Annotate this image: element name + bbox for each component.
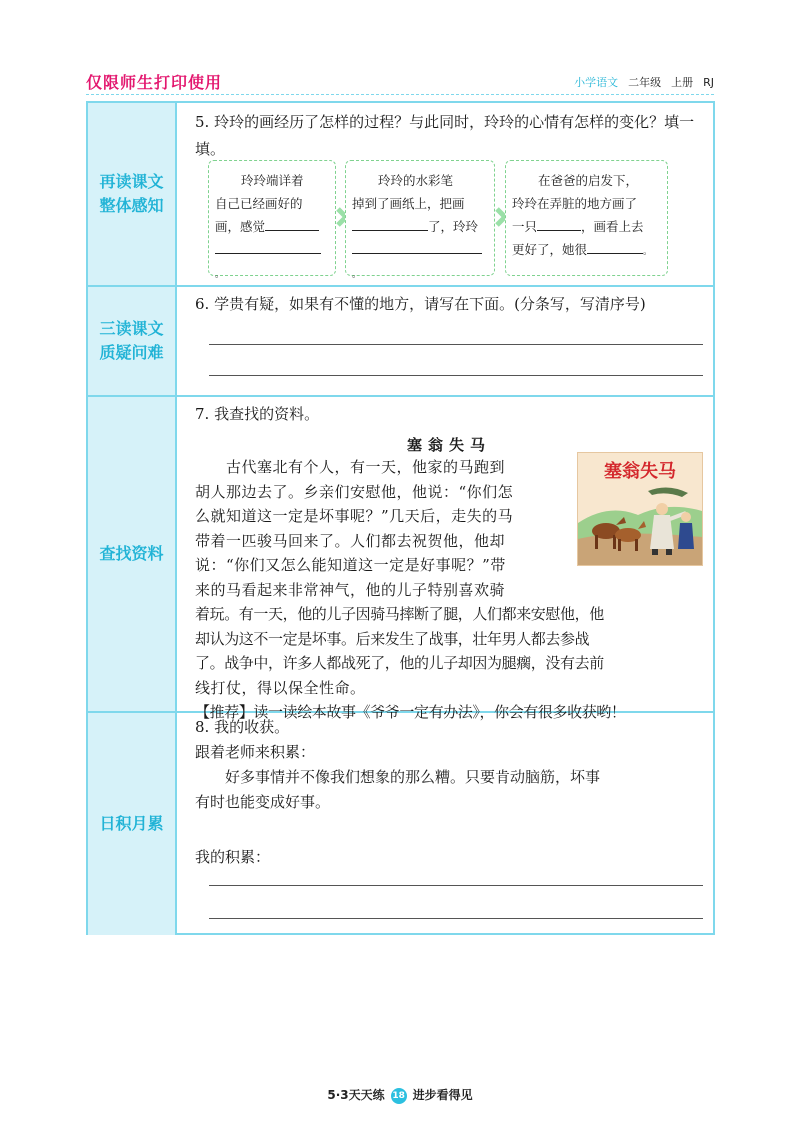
worksheet-table (86, 101, 715, 935)
box2-line3 (352, 215, 488, 238)
row-question (88, 287, 713, 397)
subject-label: 小学语文 (574, 76, 619, 89)
illustration-title: 塞翁失马 (604, 461, 676, 482)
answer-blank[interactable] (587, 239, 643, 254)
box3-line3-b: ，画看上去 (581, 219, 644, 234)
story-illustration (577, 452, 703, 566)
story-title: 塞翁失马 (406, 436, 491, 454)
horses-illustration-icon (578, 453, 702, 565)
box2-line2: 掉到了画纸上，把画 (352, 196, 465, 211)
edition-label: RJ (703, 76, 714, 89)
answer-blank[interactable] (352, 216, 428, 231)
box1-line2: 自己已经画好的 (215, 196, 303, 211)
print-notice: 仅限师生打印使用 (86, 73, 223, 92)
box3-line3-a: 一只 (512, 219, 538, 234)
period-mark: 。 (643, 247, 653, 257)
header-divider (86, 94, 714, 95)
section-label-question: 三读课文质疑问难 (99, 319, 164, 362)
quote-line: 好多事情并不像我们想象的那么糟。只要肯动脑筋，坏事 (195, 768, 601, 786)
recommendation-text: 【推荐】读一读绘本故事《爷爷一定有办法》，你会有很多收获哟！ (195, 703, 626, 721)
question-8 (177, 713, 713, 935)
section-cell (88, 287, 177, 395)
fill-box-2 (345, 160, 495, 280)
box3-line4 (512, 238, 661, 264)
row-accumulate (88, 713, 713, 935)
box3-line3 (512, 215, 661, 238)
question-8-text: 8. 我的收获。 (195, 718, 290, 736)
section-cell (88, 397, 177, 711)
story-line: 古代塞北有个人，有一天，他家的马跑到 (195, 458, 506, 476)
teacher-prompt: 跟着老师来积累： (195, 743, 316, 761)
answer-blank[interactable] (265, 216, 319, 231)
box1-line1: 玲玲端详着 (241, 173, 304, 188)
answer-line[interactable] (209, 885, 703, 886)
question-6 (177, 287, 713, 395)
story-line: 来的马看起来非常神气，他的儿子特别喜欢骑 (195, 580, 506, 599)
story-line: 了。战争中，许多人都战死了，他的儿子却因为腿瘸，没有去前 (195, 654, 604, 672)
question-7-text: 7. 我查找的资料。 (195, 405, 320, 423)
section-cell (88, 103, 177, 285)
story-line: 却认为这不一定是坏事。后来发生了战事，壮年男人都去参战 (195, 629, 590, 648)
story-line: 线打仗，得以保全性命。 (195, 678, 366, 697)
period-mark: 。 (352, 270, 362, 280)
box2-line4 (352, 238, 488, 287)
answer-blank[interactable] (352, 239, 482, 254)
box3-line2: 玲玲在弄脏的地方画了 (512, 196, 638, 211)
fill-in-boxes (208, 160, 668, 280)
question-5-text: 5. 玲玲的画经历了怎样的过程？与此同时，玲玲的心情有怎样的变化？填一填。 (195, 113, 695, 158)
book-info (574, 74, 714, 90)
volume-label: 上册 (671, 76, 694, 89)
fill-box-1 (208, 160, 336, 280)
box1-line3 (215, 215, 329, 238)
story-line: 么就知道这一定是坏事呢？”几天后，走失的马 (195, 507, 514, 525)
answer-line[interactable] (209, 344, 703, 345)
footer-brand: 5·3天天练 (327, 1088, 385, 1102)
section-label-research: 查找资料 (99, 544, 164, 563)
section-cell (88, 713, 177, 935)
box2-line3-text: 了，玲玲 (428, 219, 479, 234)
period-mark: 。 (215, 270, 225, 280)
quote-line: 有时也能变成好事。 (195, 793, 331, 811)
my-accumulation-label: 我的积累： (195, 848, 271, 866)
story-line: 着玩。有一天，他的儿子因骑马摔断了腿，人们都来安慰他，他 (195, 605, 604, 623)
story-line: 说：“你们又怎么能知道这一定是好事呢？”带 (195, 556, 506, 574)
section-label-accumulate: 日积月累 (99, 814, 164, 833)
box3-line1: 在爸爸的启发下， (538, 173, 639, 188)
fill-box-3 (505, 160, 668, 276)
box1-line4 (215, 238, 329, 287)
story-line: 带着一匹骏马回来了。人们都去祝贺他，他却 (195, 531, 506, 550)
page-number: 18 (391, 1088, 407, 1104)
grade-label: 二年级 (628, 76, 662, 89)
row-research (88, 397, 713, 721)
answer-blank[interactable] (537, 216, 581, 231)
section-label-reread: 再读课文整体感知 (99, 172, 164, 215)
answer-blank[interactable] (215, 239, 321, 254)
footer-slogan: 进步看得见 (412, 1088, 473, 1102)
box2-line1: 玲玲的水彩笔 (378, 173, 454, 188)
row-reread (88, 103, 713, 287)
story-line: 胡人那边去了。乡亲们安慰他，他说：“你们怎 (195, 482, 514, 501)
question-6-text: 6. 学贵有疑，如果有不懂的地方，请写在下面。(分条写，写清序号) (195, 295, 646, 313)
box3-line4-text: 更好了，她很 (512, 242, 588, 257)
answer-line[interactable] (209, 375, 703, 376)
answer-line[interactable] (209, 918, 703, 919)
box1-line3-text: 画，感觉 (215, 219, 266, 234)
page-footer (0, 1086, 800, 1104)
